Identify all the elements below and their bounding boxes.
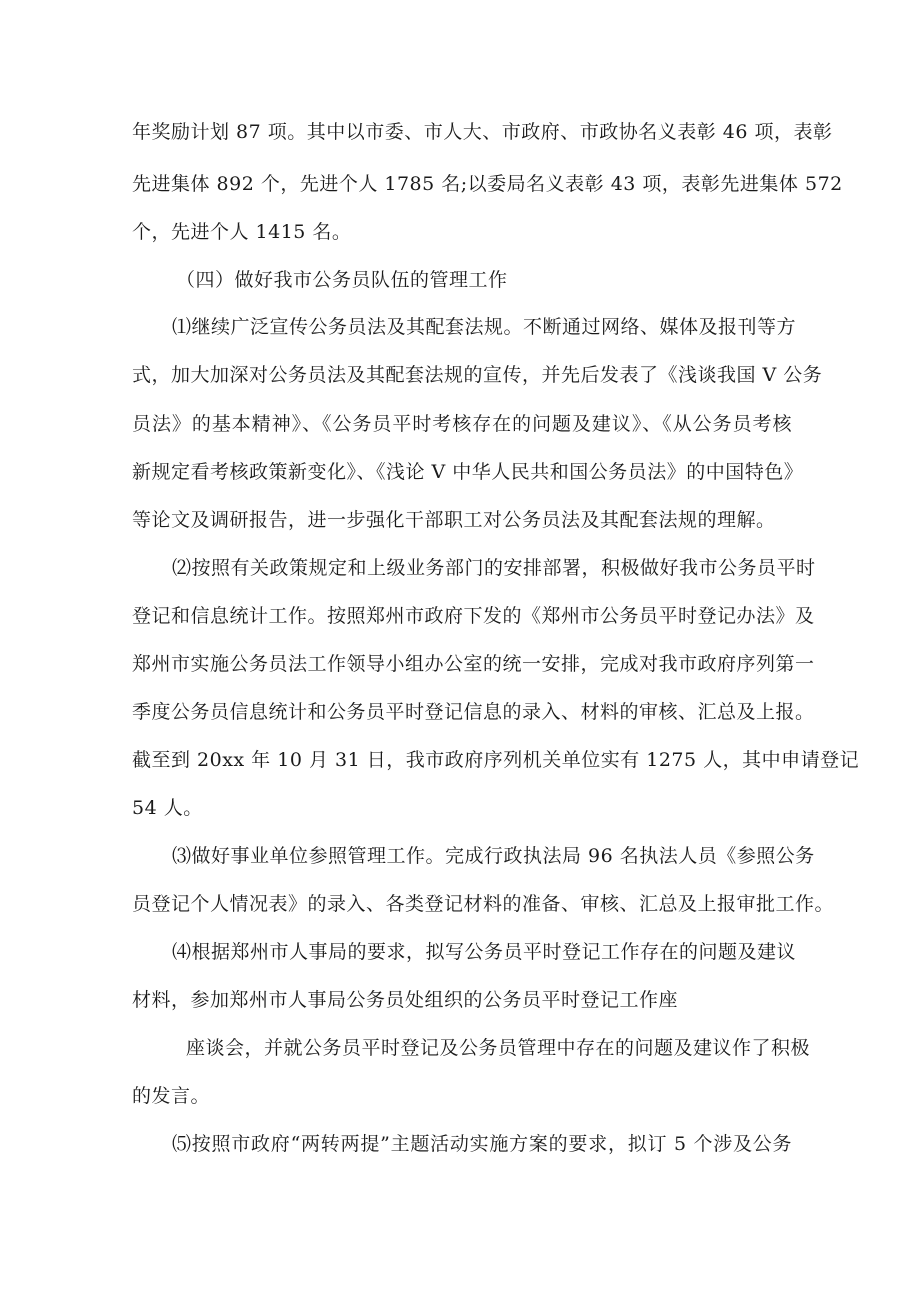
paragraph-4-line-1: ⑶做好事业单位参照管理工作。完成行政执法局 96 名执法人员《参照公务	[172, 845, 815, 867]
paragraph-6-line-1: 座谈会，并就公务员平时登记及公务员管理中存在的问题及建议作了积极	[186, 1037, 811, 1059]
paragraph-6-line-2: 的发言。	[132, 1085, 211, 1107]
paragraph-3-line-6: 54 人。	[132, 797, 203, 819]
paragraph-3-line-5: 截至到 20xx 年 10 月 31 日，我市政府序列机关单位实有 1275 人，其中申请登记	[132, 749, 860, 771]
paragraph-4-line-2: 员登记个人情况表》的录入、各类登记材料的准备、审核、汇总及上报审批工作。	[132, 893, 835, 915]
paragraph-2-line-5: 等论文及调研报告，进一步强化干部职工对公务员法及其配套法规的理解。	[132, 509, 776, 531]
paragraph-1-line-1: 年奖励计划 87 项。其中以市委、市人大、市政府、市政协名义表彰 46 项，表彰	[132, 121, 833, 143]
paragraph-2-line-3: 员法》的基本精神》、《公务员平时考核存在的问题及建议》、《从公务员考核	[132, 413, 792, 435]
paragraph-3-line-4: 季度公务员信息统计和公务员平时登记信息的录入、材料的审核、汇总及上报。	[132, 701, 815, 723]
section-heading-4: （四）做好我市公务员队伍的管理工作	[176, 269, 508, 291]
paragraph-2-line-4: 新规定看考核政策新变化》、《浅论 V 中华人民共和国公务员法》的中国特色》	[132, 461, 804, 483]
paragraph-3-line-2: 登记和信息统计工作。按照郑州市政府下发的《郑州市公务员平时登记办法》及	[132, 605, 815, 627]
paragraph-1-line-3: 个，先进个人 1415 名。	[132, 221, 352, 243]
paragraph-2-line-2: 式，加大加深对公务员法及其配套法规的宣传，并先后发表了《浅谈我国 V 公务	[132, 364, 823, 386]
paragraph-1-line-2: 先进集体 892 个，先进个人 1785 名;以委局名义表彰 43 项，表彰先进集体 572	[132, 173, 843, 195]
paragraph-3-line-3: 郑州市实施公务员法工作领导小组办公室的统一安排，完成对我市政府序列第一	[132, 653, 815, 675]
paragraph-3-line-1: ⑵按照有关政策规定和上级业务部门的安排部署，积极做好我市公务员平时	[172, 557, 816, 579]
paragraph-7-line-1: ⑸按照市政府“两转两提”主题活动实施方案的要求，拟订 5 个涉及公务	[172, 1133, 792, 1155]
paragraph-5-line-2: 材料，参加郑州市人事局公务员处组织的公务员平时登记工作座	[132, 989, 679, 1011]
paragraph-2-line-1: ⑴继续广泛宣传公务员法及其配套法规。不断通过网络、媒体及报刊等方	[172, 316, 797, 338]
paragraph-5-line-1: ⑷根据郑州市人事局的要求，拟写公务员平时登记工作存在的问题及建议	[172, 941, 797, 963]
